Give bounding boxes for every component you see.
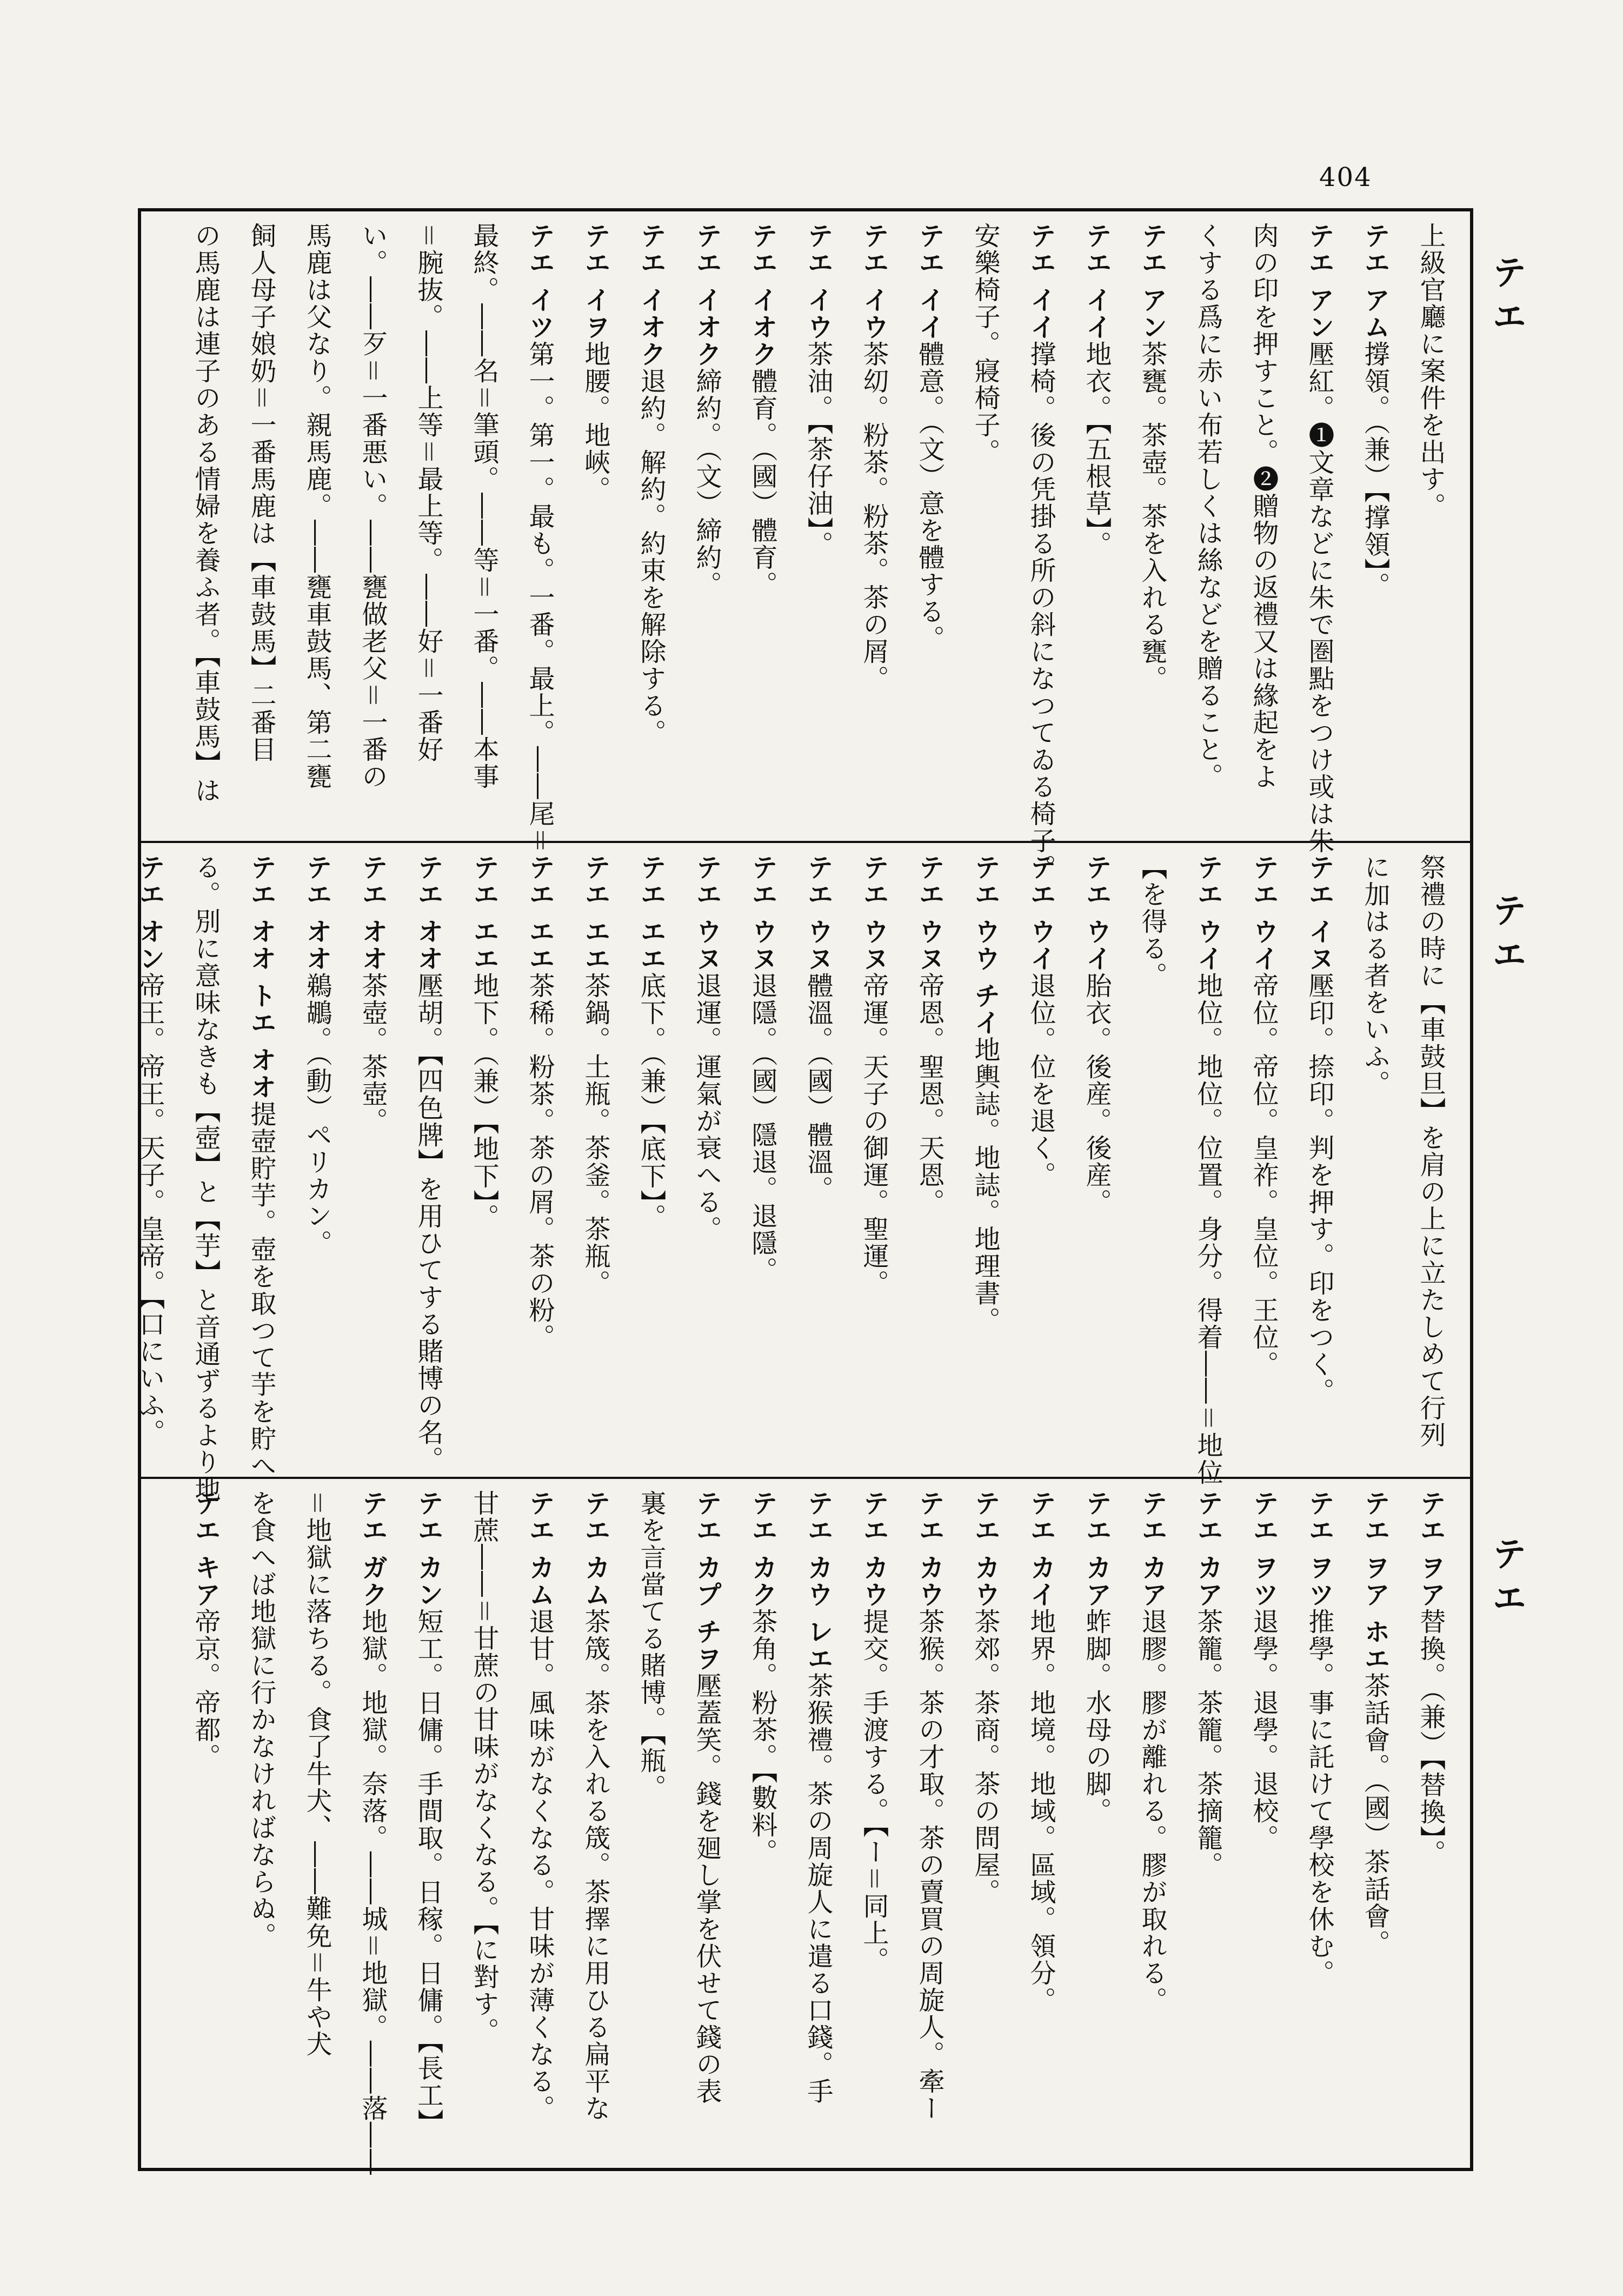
dictionary-entry-line <box>901 222 957 833</box>
entry-reading: テエ イウ <box>859 222 889 341</box>
dictionary-entry-line <box>1124 1490 1180 2160</box>
entry-reading: テエ アン <box>1304 222 1334 341</box>
entry-band-bottom <box>141 1477 1470 2176</box>
entry-reading: テエ イヲ <box>580 222 610 341</box>
entry-definition: 上級官廳に案件を出す。 <box>1415 222 1446 520</box>
dictionary-entry-line <box>623 222 679 833</box>
entry-columns-top <box>153 222 1458 881</box>
dictionary-entry-line <box>623 1490 679 2160</box>
dictionary-entry-line <box>400 1490 456 2160</box>
entry-columns-middle <box>135 854 1458 1503</box>
dictionary-entry-line <box>1402 1490 1458 2160</box>
dictionary-entry-line <box>567 222 623 833</box>
dictionary-entry-line <box>790 222 846 833</box>
dictionary-entry-line <box>177 1490 233 2160</box>
entry-definition: 替換。（兼）【替換】。 <box>1415 1608 1446 1867</box>
entry-definition: 退運。運氣が衰へる。 <box>691 972 722 1243</box>
entry-reading: テエ イイ <box>914 222 944 341</box>
dictionary-entry-line <box>957 854 1013 1469</box>
entry-definition: 帝位。帝位。皇祚。皇位。王位。 <box>1248 972 1279 1378</box>
entry-reading: テエ ヲア ホエ <box>1360 1490 1390 1673</box>
entry-definition: い。――歹＝一番悪い。――甕做老父＝一番の <box>357 222 388 791</box>
dictionary-entry-line <box>790 1490 846 2160</box>
entry-reading: テエ イイ <box>1081 222 1112 341</box>
dictionary-entry-line <box>177 854 233 1503</box>
entry-reading: テエ イウ <box>803 222 833 341</box>
entry-reading: テエ カア <box>1081 1490 1112 1608</box>
entry-reading: テエ イツ <box>524 222 555 341</box>
dictionary-entry-line <box>567 854 623 1469</box>
entry-definition: 底下。（兼）【底下】。 <box>636 972 666 1231</box>
entry-definition: 鵜鶘。（動）ペリカン。 <box>302 972 332 1257</box>
dictionary-entry-line <box>1180 222 1235 833</box>
entry-reading: テエ カウ <box>970 1490 1000 1608</box>
dictionary-entry-line <box>1347 222 1402 833</box>
entry-definition: 退學。退學。退校。 <box>1248 1608 1279 1852</box>
entry-definition: 退甘。風味がなくなる。甘味が薄くなる。 <box>524 1608 555 2122</box>
entry-reading: テエ オオ <box>357 854 388 972</box>
entry-reading: テエ ウイ <box>1248 854 1279 972</box>
entry-definition: 茶郊。茶商。茶の問屋。 <box>970 1608 1000 1906</box>
entry-definition: 【を得る。 <box>1137 854 1167 989</box>
entry-reading: テエ ウヌ <box>859 854 889 972</box>
dictionary-entry-line <box>679 1490 734 2160</box>
entry-definition: 飼人母子娘奶＝一番馬鹿は【車鼓馬】二番目 <box>246 222 276 764</box>
dictionary-entry-line <box>957 1490 1013 2160</box>
dictionary-entry-line <box>511 1490 567 2160</box>
dictionary-entry-line <box>1291 854 1347 1469</box>
dictionary-entry-line <box>1235 854 1291 1469</box>
entry-definition: 退約。解約。約束を解除する。 <box>636 367 666 746</box>
dictionary-entry-line <box>233 1490 289 2160</box>
entry-definition: 短工。日傭。手間取。日稼。日傭。【長工】 <box>413 1608 443 2136</box>
entry-definition: 撐領。（兼）【撑領】。 <box>1360 340 1390 599</box>
entry-reading: テエ ウウ チイ <box>970 854 1000 1037</box>
dictionary-entry-line <box>1068 222 1124 833</box>
dictionary-entry-line <box>846 222 901 833</box>
dictionary-entry-line <box>1347 854 1402 1469</box>
dictionary-entry-line <box>734 222 790 833</box>
dictionary-entry-line <box>1291 1490 1347 2160</box>
entry-reading: テエ カイ <box>1026 1490 1056 1608</box>
entry-reading: テエ カム <box>524 1490 555 1608</box>
entry-definition: 茶角。粉茶。【數料。 <box>747 1608 777 1866</box>
entry-definition: 壓胡。【四色牌】を用ひてする賭博の名。 <box>413 972 443 1473</box>
entry-definition: 茶油。【茶仔油】。 <box>803 340 833 558</box>
dictionary-entry-line <box>1235 222 1291 833</box>
dictionary-entry-line <box>344 222 400 833</box>
dictionary-entry-line <box>511 222 567 854</box>
entry-reading: テエ ヲツ <box>1304 1490 1334 1608</box>
dictionary-entry-line <box>901 854 957 1469</box>
entry-definition: ＝地獄に落ちる。食了牛犬、――難免＝牛や犬 <box>302 1490 332 2058</box>
dictionary-entry-line <box>289 854 344 1469</box>
entry-reading: テエ エエ <box>524 854 555 972</box>
dictionary-entry-line <box>623 854 679 1469</box>
entry-definition: 第一。第一。最も。一番。最上。――尾＝ <box>524 340 555 854</box>
entry-definition: 甘蔗――＝甘蔗の甘味がなくなる。【に對す。 <box>469 1490 499 2045</box>
dictionary-entry-line <box>567 1490 623 2160</box>
entry-definition: 茶稀。粉茶。茶の屑。茶の粉。 <box>524 972 555 1351</box>
entry-reading: テエ ウイ <box>1081 854 1112 972</box>
entry-definition: 帝恩。聖恩。天恩。 <box>914 972 944 1216</box>
entry-definition: を食へば地獄に行かなければならぬ。 <box>246 1490 276 1949</box>
entry-definition: 茶鍋。土瓶。茶釜。茶瓶。 <box>580 972 610 1297</box>
dictionary-entry-line <box>1124 222 1180 833</box>
entry-reading: テエ エエ <box>469 854 499 972</box>
dictionary-entry-line <box>289 222 344 833</box>
dictionary-entry-line <box>344 854 400 1469</box>
dictionary-entry-line <box>1013 222 1068 881</box>
entry-reading: テエ キア <box>190 1490 221 1608</box>
dictionary-entry-line <box>289 1490 344 2160</box>
dictionary-entry-line <box>177 222 233 833</box>
dictionary-entry-line <box>734 1490 790 2160</box>
entry-reading: テエ カン <box>413 1490 443 1608</box>
dictionary-entry-line <box>1068 1490 1124 2160</box>
dictionary-entry-line <box>790 854 846 1469</box>
entry-reading: テエ イオク <box>636 222 666 368</box>
entry-reading: テエ ウイ <box>1193 854 1223 972</box>
entry-definition: 帝京。帝都。 <box>190 1608 221 1770</box>
dictionary-entry-line <box>344 1490 400 2176</box>
entry-definition: 退位。位を退く。 <box>1026 972 1056 1189</box>
entry-reading: テエ カウ <box>914 1490 944 1608</box>
entry-definition: ＝腕抜。――上等＝最上等。――好＝一番好 <box>413 222 443 764</box>
dictionary-entry-line <box>456 1490 511 2160</box>
entry-definition: 帝運。天子の御運。聖運。 <box>859 972 889 1297</box>
entry-definition: 地下。（兼）【地下】。 <box>469 972 499 1231</box>
entry-reading: テエ カム <box>580 1490 610 1608</box>
running-head-bottom: テエ <box>1486 1536 1527 1624</box>
entry-definition: 茶猴禮。茶の周旋人に遣る口錢。手 <box>803 1672 833 2105</box>
entry-definition: 茶甕。茶壺。茶を入れる甕。 <box>1137 340 1167 692</box>
entry-definition: に加はる者をいふ。 <box>1360 854 1390 1097</box>
dictionary-entry-line <box>1180 1490 1235 2160</box>
entry-reading: テエ オオ <box>413 854 443 972</box>
entry-definition: 肉の印を押すこと。❷贈物の返禮又は緣起をよ <box>1248 222 1279 790</box>
dictionary-entry-line <box>734 854 790 1469</box>
dictionary-entry-line <box>1013 1490 1068 2160</box>
entry-reading: テエ イイ <box>1026 222 1056 341</box>
running-head-top: テエ <box>1486 254 1527 343</box>
entry-definition: 祭禮の時に【車鼓旦】を肩の上に立たしめて行列 <box>1415 854 1446 1449</box>
dictionary-entry-line <box>456 222 511 833</box>
entry-definition: 茶㓜。粉茶。粉茶。茶の屑。 <box>859 340 889 692</box>
entry-definition: 茶籠。茶籠。茶摘籠。 <box>1193 1608 1223 1879</box>
entry-definition: 最終。――名＝筆頭。――等＝一番。――本事 <box>469 222 499 791</box>
entry-reading: テエ ウヌ <box>747 854 777 972</box>
entry-definition: 地衣。【五根草】。 <box>1081 340 1112 558</box>
entry-reading: テエ イヌ <box>1304 854 1334 972</box>
entry-definition: 壓印。捺印。判を押す。印をつく。 <box>1304 972 1334 1405</box>
entry-reading: テエ カウ レエ <box>803 1490 833 1673</box>
entry-definition: 安樂椅子。寢椅子。 <box>970 222 1000 466</box>
dictionary-entry-line <box>679 854 734 1469</box>
entry-definition: 茶話會。（國）茶話會。 <box>1360 1672 1390 1957</box>
dictionary-page-frame <box>135 208 1473 2176</box>
entry-band-top <box>141 211 1470 881</box>
entry-definition: 地獄。地獄。奈落。――城＝地獄。――落―― <box>357 1608 388 2176</box>
entry-definition: 裏を言當てる賭博。【瓶。 <box>636 1490 666 1801</box>
entry-definition: 茶筬。茶を入れる筬。茶擇に用ひる扁平な <box>580 1608 610 2122</box>
entry-definition: 地輿誌。地誌。地理書。 <box>970 1036 1000 1334</box>
running-head-middle: テエ <box>1486 892 1527 981</box>
entry-definition: 地界。地境。地域。區域。領分。 <box>1026 1608 1056 2014</box>
entry-definition: 蚱脚。水母の脚。 <box>1081 1608 1112 1824</box>
dictionary-entry-line <box>511 854 567 1469</box>
dictionary-entry-line <box>901 1490 957 2160</box>
entry-reading: テエ アン <box>1137 222 1167 341</box>
entry-definition: 撑椅。後の凭掛る所の斜になつてゐる椅子。 <box>1026 340 1056 881</box>
entry-definition: 茶猴。茶の才取。茶の賣買の周旋人。牽ー <box>914 1608 944 2122</box>
dictionary-entry-line <box>233 854 289 1479</box>
entry-reading: テエ オオ トエ オオ <box>246 854 276 1101</box>
entry-definition: 帝王。帝王。天子。皇帝。【口にいふ。 <box>135 972 165 1446</box>
dictionary-entry-line <box>846 854 901 1469</box>
dictionary-entry-line <box>1013 854 1068 1469</box>
entry-columns-bottom <box>153 1490 1458 2176</box>
entry-reading: テエ イオク <box>747 222 777 368</box>
dictionary-entry-line <box>400 222 456 833</box>
entry-definition: の馬鹿は連子のある情婦を養ふ者。【車鼓馬】は <box>190 222 221 804</box>
entry-definition: 提交。手渡する。【ー＝同上。 <box>859 1608 889 1974</box>
dictionary-entry-line <box>679 222 734 833</box>
dictionary-entry-line <box>1068 854 1124 1469</box>
entry-band-middle <box>135 841 1470 1503</box>
entry-reading: テエ ウヌ <box>803 854 833 972</box>
entry-reading: テエ ヲア <box>1415 1490 1446 1608</box>
entry-reading: テエ カア <box>1137 1490 1167 1608</box>
entry-reading: テエ ウイ <box>1026 854 1056 972</box>
entry-reading: テエ アム <box>1360 222 1390 341</box>
entry-definition: 體溫。（國）體溫。 <box>803 972 833 1203</box>
entry-definition: 壓蓋笑。錢を廻し掌を伏せて錢の表 <box>691 1672 722 2105</box>
entry-definition: 體意。（文）意を體する。 <box>914 340 944 652</box>
entry-reading: テエ オオ <box>302 854 332 972</box>
dictionary-entry-line <box>1402 854 1458 1469</box>
dictionary-entry-line <box>122 854 177 1469</box>
dictionary-entry-line <box>1235 1490 1291 2160</box>
entry-definition: る。別に意味なきも【壺】と【芋】と音通ずるより地 <box>190 854 221 1503</box>
dictionary-entry-line <box>400 854 456 1473</box>
dictionary-entry-line <box>1402 222 1458 833</box>
entry-reading: テエ カク <box>747 1490 777 1608</box>
entry-definition: くする爲に赤い布若しくは絲などを贈ること。 <box>1193 222 1223 790</box>
dictionary-entry-line <box>1291 222 1347 854</box>
entry-reading: テエ ヲツ <box>1248 1490 1279 1608</box>
dictionary-entry-line <box>1180 854 1235 1486</box>
entry-definition: 茶壺。茶壺。 <box>357 972 388 1134</box>
dictionary-entry-line <box>456 854 511 1469</box>
dictionary-entry-line <box>957 222 1013 833</box>
dictionary-entry-line <box>233 222 289 833</box>
entry-reading: テエ カプ チヲ <box>691 1490 722 1673</box>
entry-definition: 壓紅。❶文章などに朱で圏點をつけ或は朱 <box>1304 340 1334 854</box>
entry-reading: テエ カア <box>1193 1490 1223 1608</box>
dictionary-entry-line <box>1347 1490 1402 2160</box>
entry-reading: テエ エエ <box>580 854 610 972</box>
entry-definition: 馬鹿は父なり。親馬鹿。――甕車鼓馬、第二甕 <box>302 222 332 790</box>
entry-definition: 締約。（文）締約。 <box>691 367 722 598</box>
entry-reading: テエ エエ <box>636 854 666 972</box>
entry-definition: 地位。地位。位置。身分。得着――＝地位 <box>1193 972 1223 1486</box>
entry-definition: 地腰。地峽。 <box>580 340 610 503</box>
entry-reading: テエ オン <box>135 854 165 972</box>
entry-definition: 推學。事に託けて學校を休む。 <box>1304 1608 1334 1987</box>
entry-reading: テエ ウヌ <box>691 854 722 972</box>
entry-reading: テエ イオク <box>691 222 722 368</box>
entry-reading: テエ ガク <box>357 1490 388 1608</box>
dictionary-entry-line <box>846 1490 901 2160</box>
entry-definition: 退膠。膠が離れる。膠が取れる。 <box>1137 1608 1167 2014</box>
entry-definition: 體育。（國）體育。 <box>747 367 777 598</box>
entry-definition: 胎衣。後産。後産。 <box>1081 972 1112 1216</box>
entry-definition: 退隱。（國）隱退。退隱。 <box>747 972 777 1284</box>
entry-definition: 提壺貯芋。壺を取つて芋を貯へ <box>246 1100 276 1479</box>
entry-reading: テエ ウヌ <box>914 854 944 972</box>
dictionary-entry-line <box>1124 854 1180 1469</box>
entry-reading: テエ カウ <box>859 1490 889 1608</box>
page-number: 404 <box>1319 162 1372 193</box>
